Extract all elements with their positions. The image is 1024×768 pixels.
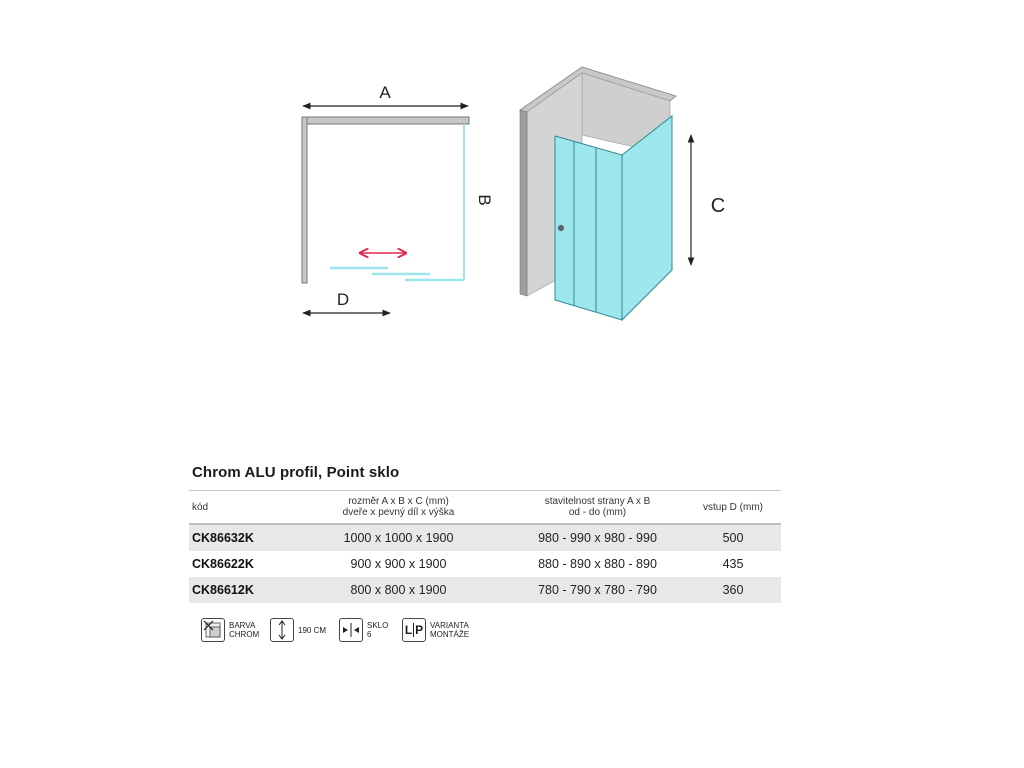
dimension-a-label: A (379, 83, 391, 102)
front-sliding-glass (555, 136, 622, 320)
table-header-row (189, 491, 781, 525)
row-code: CK86632K (189, 524, 287, 551)
product-title: Chrom ALU profil, Point sklo (192, 464, 400, 481)
side-fixed-glass (622, 116, 672, 320)
header-size-line2: dveře x pevný díl x výška (342, 507, 455, 518)
legend-glass-line1: SKLO (367, 621, 389, 630)
header-adjust-line2: od - do (mm) (568, 507, 627, 518)
color-swatch-icon (201, 618, 225, 642)
mount-right-letter: P (415, 623, 424, 637)
header-code: kód (189, 491, 287, 525)
legend-height (270, 618, 326, 642)
header-size-line1: rozměr A x B x C (mm) (348, 496, 449, 507)
dimension-c-label: C (710, 195, 726, 217)
height-arrow-icon (270, 618, 294, 642)
door-handle-knob (558, 225, 563, 230)
row-adjust: 780 - 790 x 780 - 790 (510, 577, 685, 603)
plan-wall-left (302, 117, 307, 283)
dimension-b-label: B (475, 194, 494, 206)
row-entry: 435 (722, 557, 744, 571)
row-size: 800 x 800 x 1900 (287, 577, 510, 603)
legend-mount (402, 618, 469, 642)
lp-mount-icon (402, 618, 426, 642)
header-adjust-line1: stavitelnost strany A x B (544, 496, 651, 507)
row-entry: 500 (685, 524, 781, 551)
left-wall-edge (520, 110, 527, 296)
dimension-d-label: D (336, 290, 350, 309)
mount-left-letter: L (404, 623, 413, 637)
perspective-view (520, 67, 725, 320)
legend-color-line1: BARVA (229, 621, 256, 630)
floor-plan (302, 83, 494, 313)
header-size (287, 491, 510, 525)
spec-table (189, 490, 781, 603)
glass-thickness-icon (339, 618, 363, 642)
row-code: CK86622K (192, 557, 254, 571)
header-adjust (510, 491, 685, 525)
row-adjust: 980 - 990 x 980 - 990 (510, 524, 685, 551)
row-entry: 360 (685, 577, 781, 603)
legend-mount-line2: MONTÁŽE (430, 630, 470, 639)
table-row (189, 577, 781, 603)
row-code: CK86612K (189, 577, 287, 603)
legend-glass (339, 618, 388, 642)
legend-color-line2: CHROM (229, 630, 260, 639)
row-size: 1000 x 1000 x 1900 (287, 524, 510, 551)
legend-mount-line1: VARIANTA (430, 621, 469, 630)
legend-color (201, 618, 259, 642)
table-row (189, 524, 781, 551)
mount-divider (413, 623, 414, 637)
row-adjust: 880 - 890 x 880 - 890 (538, 557, 657, 571)
legend-height-line1: 190 CM (298, 625, 327, 635)
row-size: 900 x 900 x 1900 (350, 557, 447, 571)
table-row (189, 551, 781, 577)
legend-glass-line2: 6 (367, 630, 372, 639)
plan-wall-top (302, 117, 469, 124)
header-entry: vstup D (mm) (685, 491, 781, 525)
